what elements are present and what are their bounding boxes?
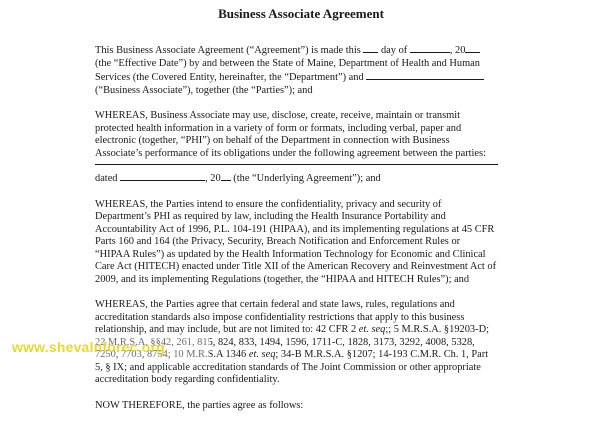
text-segment: Parts 160 and 164 (the Privacy, Security, Breach Notification and Enforcement Rules or xyxy=(95,236,461,247)
text-segment: accreditation body regarding confidentiality. xyxy=(95,374,280,385)
text-segment: (“Business Associate”), together (the “Parties”); and xyxy=(95,84,313,96)
text-line xyxy=(95,171,515,186)
text-line xyxy=(95,199,515,212)
text-line xyxy=(95,261,515,274)
fill-in-blank[interactable] xyxy=(363,43,378,53)
italic-text: et. seq xyxy=(248,349,276,360)
text-line xyxy=(95,224,515,237)
text-line xyxy=(95,362,515,375)
text-segment: Department’s PHI as required by law, including the Health Insurance Portability and xyxy=(95,211,446,222)
text-segment: ; 34-B M.R.S.A. §1207; 14-193 C.M.R. Ch. 1, Part xyxy=(275,349,489,360)
text-line xyxy=(95,324,515,337)
text-segment: 2009, and its implementing Regulations (together, the “HIPAA and HITECH Rules”); and xyxy=(95,273,470,285)
paragraph xyxy=(95,400,515,413)
text-segment: protected health information in a variety of form or formats, including verbal, paper and xyxy=(95,122,462,134)
text-segment: relationship, and may include, but are not limited to: 42 CFR 2 xyxy=(95,324,359,335)
text-segment: Associate’s performance of its obligations under the following agreement between the parties: xyxy=(95,147,486,159)
text-line xyxy=(95,374,515,387)
paragraph xyxy=(95,171,515,186)
text-segment: 5, § IX; and applicable accreditation standards of The Joint Commission or other appropriate xyxy=(95,361,481,373)
text-line xyxy=(95,43,515,58)
fill-in-blank[interactable] xyxy=(410,43,450,53)
text-segment: 22 M.R.S.A. §§42, 261, 815, 824, 833, 1494, 1596, 1711-C, 1828, 3173, 3292, 4008, 5328, xyxy=(95,336,475,348)
paragraph xyxy=(95,110,515,160)
text-line xyxy=(95,110,515,123)
watermark-text: www.shevalnforec.org xyxy=(12,339,165,355)
text-line xyxy=(95,211,515,224)
italic-text: et. seq xyxy=(358,324,386,335)
text-segment: (the “Underlying Agreement”); and xyxy=(230,173,381,184)
text-segment: “HIPAA Rules”) as updated by the Health Information Technology for Economic and Clinical xyxy=(95,248,486,260)
text-line xyxy=(95,274,515,287)
fill-in-blank[interactable] xyxy=(120,171,205,181)
text-segment: ;; 5 M.R.S.A. §19203-D; xyxy=(385,324,489,335)
text-segment: (the “Effective Date”) by and between the State of Maine, Department of Health and Human xyxy=(95,57,480,69)
text-line xyxy=(95,236,515,249)
signature-rule[interactable] xyxy=(95,160,498,165)
text-segment: 7250, 7703, 8754; 10 M.R.S.A 1346 xyxy=(95,349,249,360)
text-line xyxy=(95,400,515,413)
text-line xyxy=(95,249,515,262)
text-line xyxy=(95,299,515,312)
paragraph xyxy=(95,199,515,287)
text-segment: accreditation standards also impose confidentiality restrictions that apply to this business xyxy=(95,311,465,323)
text-segment: Care Act (HITECH) enacted under Title XII of the American Recovery and Reinvestment Act of xyxy=(95,261,497,272)
text-segment: This Business Associate Agreement (“Agreement”) is made this xyxy=(95,45,364,56)
text-line xyxy=(95,148,515,161)
text-segment: WHEREAS, Business Associate may use, disclose, create, receive, maintain or transmit xyxy=(95,110,461,121)
text-segment: , 20 xyxy=(449,45,466,56)
text-line xyxy=(95,312,515,325)
fill-in-blank[interactable] xyxy=(465,43,480,53)
paragraph xyxy=(95,43,515,97)
text-segment: day of xyxy=(378,45,410,56)
text-segment: , 20 xyxy=(205,173,221,184)
text-segment: WHEREAS, the Parties agree that certain federal and state laws, rules, regulations and xyxy=(95,299,455,310)
text-line xyxy=(95,123,515,136)
text-segment: WHEREAS, the Parties intend to ensure the confidentiality, privacy and security of xyxy=(95,198,442,210)
text-segment: electronic (together, “PHI”) on behalf of the Department in connection with Business xyxy=(95,135,450,146)
text-line xyxy=(95,58,515,71)
text-segment: Services (the Covered Entity, hereinafter, the “Department”) and xyxy=(95,72,367,83)
text-segment: NOW THEREFORE, the parties agree as follows: xyxy=(95,399,304,411)
fill-in-blank[interactable] xyxy=(366,70,484,80)
text-line xyxy=(95,70,515,85)
fill-in-blank[interactable] xyxy=(221,171,231,181)
document-title: Business Associate Agreement xyxy=(218,6,384,21)
text-segment: Accountability Act of 1996, P.L. 104-191 (HIPAA), and its implementing regulations at 45 CFR xyxy=(95,223,495,235)
text-line xyxy=(95,135,515,148)
text-segment: dated xyxy=(95,173,121,184)
document-body xyxy=(95,43,515,425)
text-line xyxy=(95,85,515,98)
